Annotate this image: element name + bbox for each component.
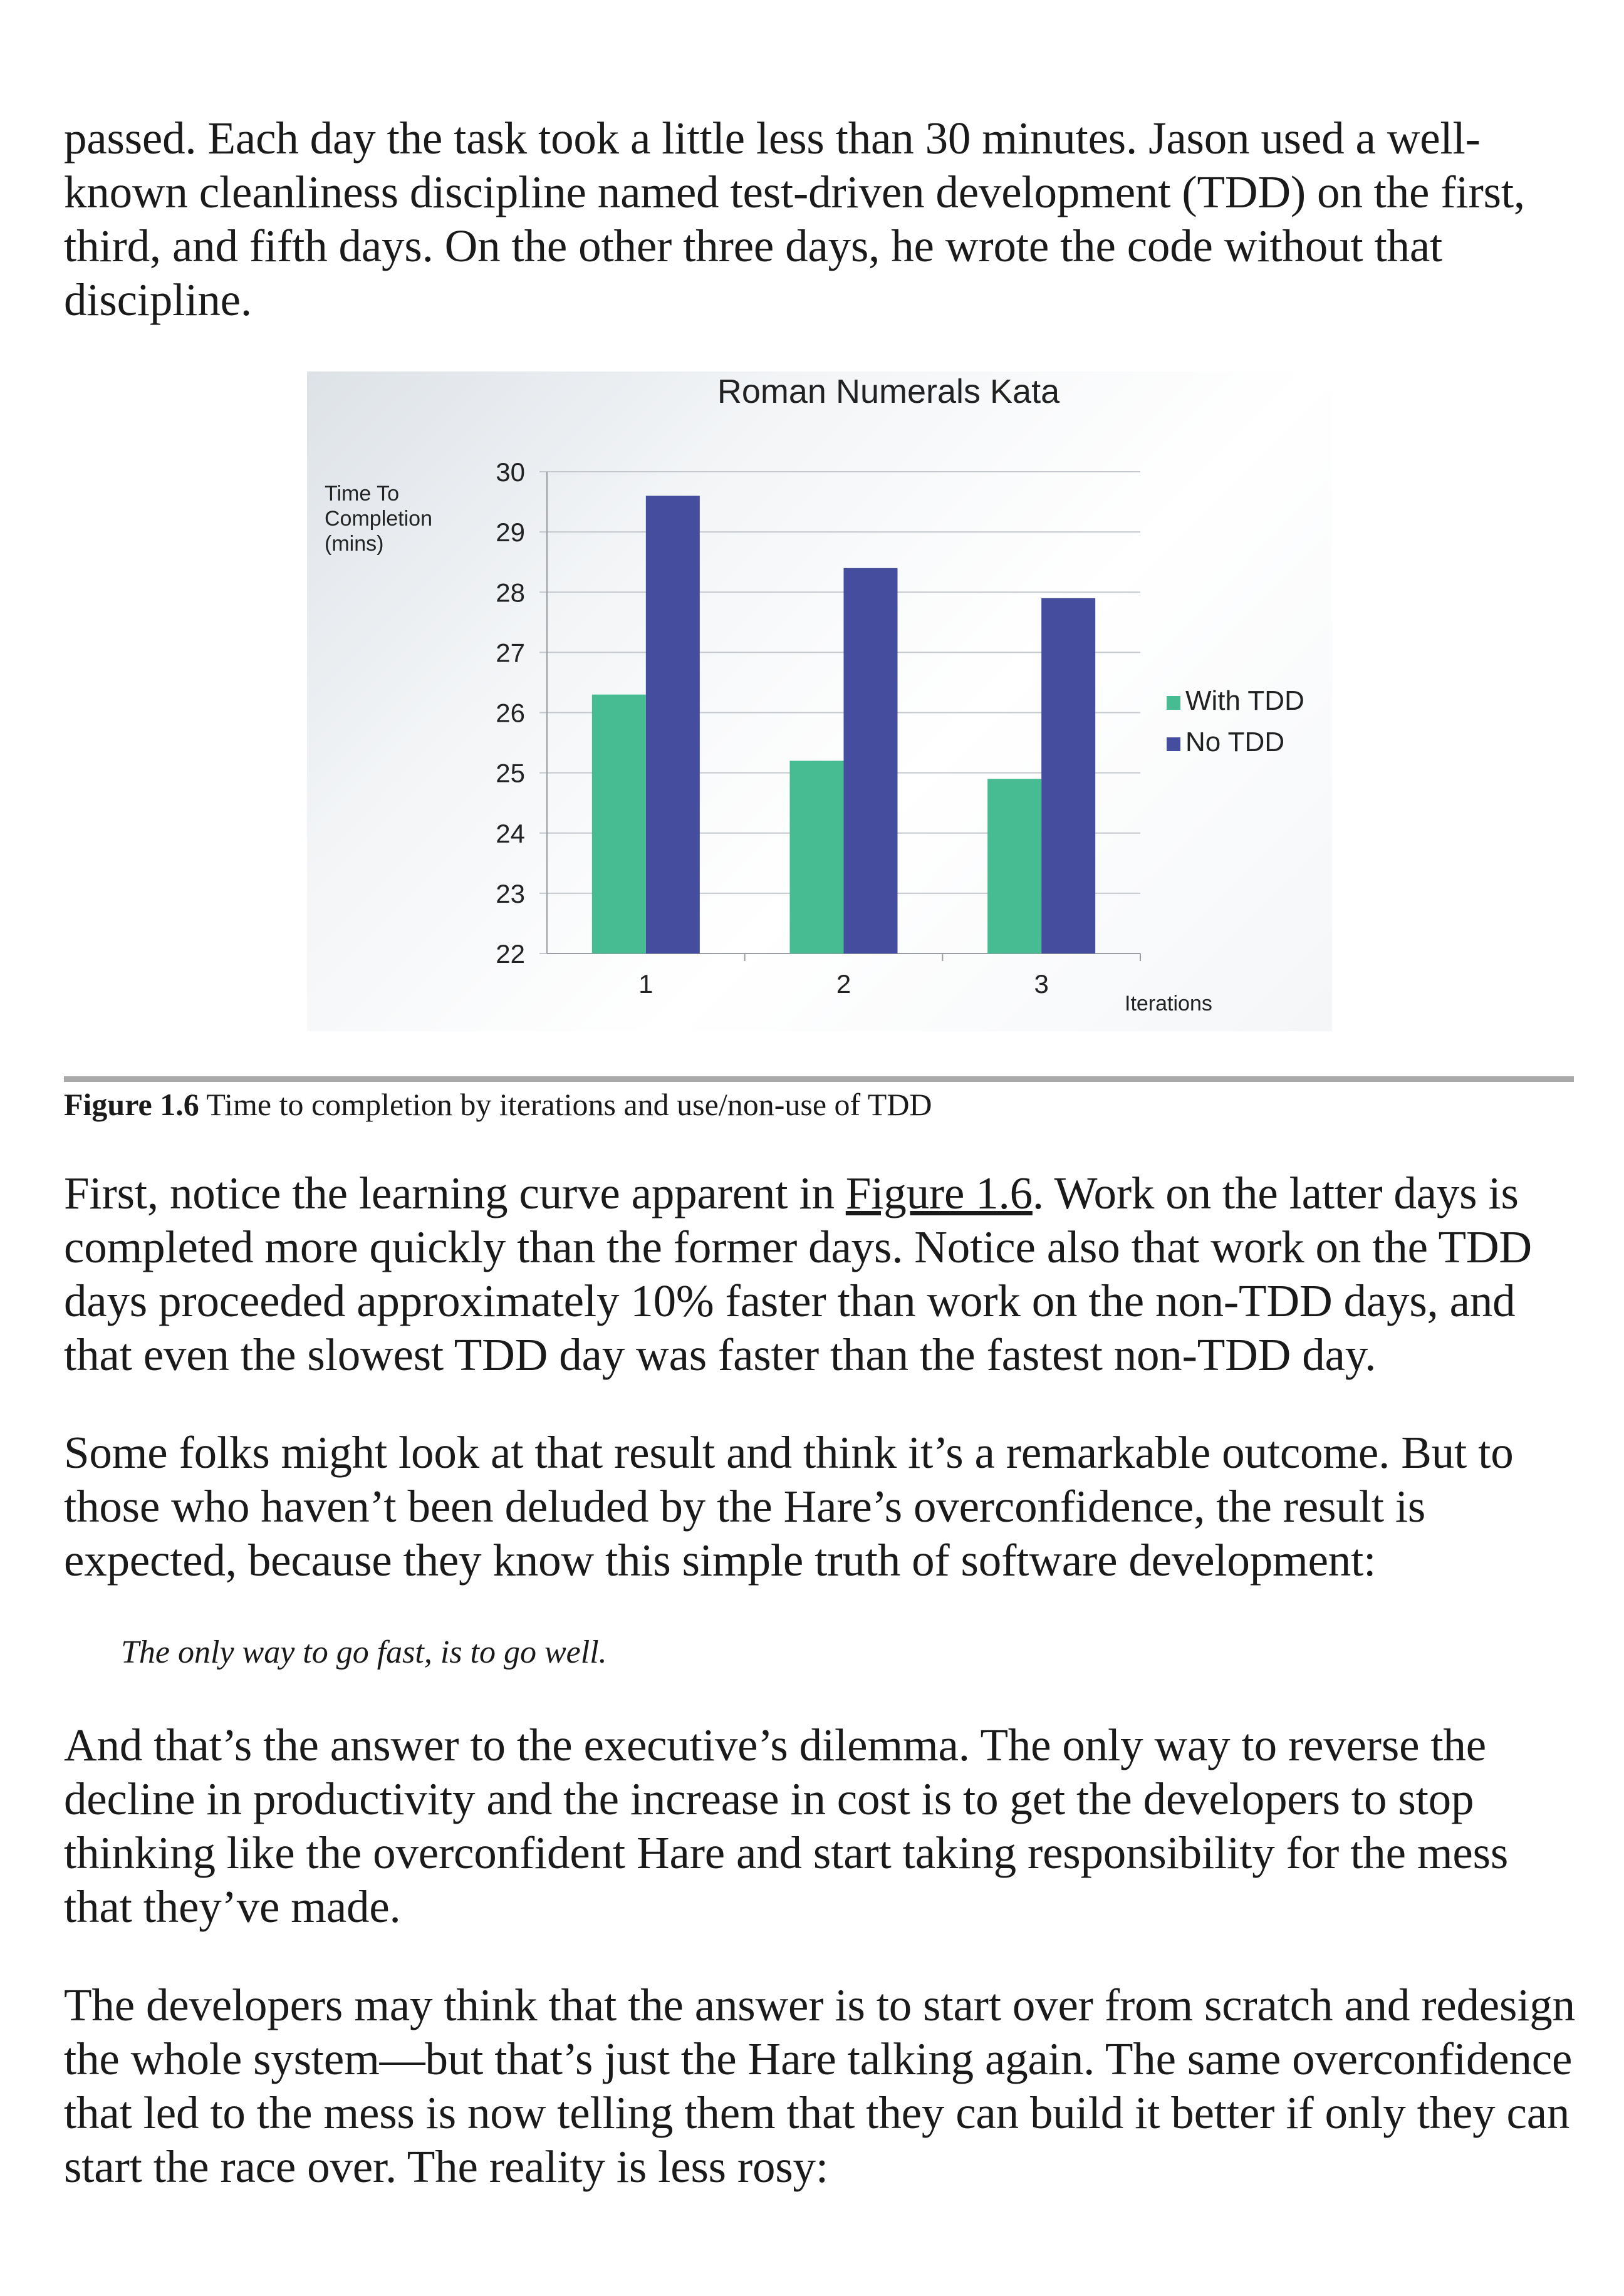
- bar-chart: [307, 371, 1332, 1031]
- paragraph-learning-curve-start: First, notice the learning curve apparent in: [64, 1168, 846, 1218]
- paragraph-learning-curve-end: . Work on the latter days is completed more quickly than the former days. Notice also that work on the TDD days proceeded approximately 10% faster than work on the non-TDD days, and that even the slowest TDD day was faster than the fastest non-TDD day.: [64, 1168, 1532, 1380]
- figure-caption-text: Time to completion by iterations and use/non-use of TDD: [199, 1087, 932, 1122]
- figure-chart: [307, 371, 1332, 1031]
- x-tick-label: 1: [638, 969, 653, 999]
- bar-no-tdd: [844, 568, 898, 953]
- y-tick-label: 30: [496, 457, 525, 487]
- bar-with-tdd: [987, 779, 1041, 953]
- bar-no-tdd: [646, 496, 700, 953]
- legend-label: With TDD: [1185, 685, 1304, 716]
- figure-reference-link[interactable]: Figure 1.6: [845, 1168, 1033, 1218]
- bar-with-tdd: [790, 761, 844, 953]
- y-tick-label: 22: [496, 939, 525, 969]
- x-tick-label: 3: [1034, 969, 1049, 999]
- paragraph-executive-dilemma: And that’s the answer to the executive’s dilemma. The only way to reverse the decline in productivity and the increase in cost is to get the developers to stop thinking like the overconfident Hare and start taking responsibility for the mess that they’ve made.: [64, 1720, 1509, 1932]
- caption-divider: [64, 1076, 1574, 1082]
- paragraph-intro: passed. Each day the task took a little less than 30 minutes. Jason used a well-known cleanliness discipline named test-driven development (TDD) on the first, third, and fifth days. On the other three days, he wrote the code without that discipline.: [64, 113, 1525, 325]
- pull-quote: The only way to go fast, is to go well.: [121, 1634, 607, 1670]
- y-axis-label-line: Time To: [325, 482, 400, 506]
- legend-label: No TDD: [1185, 727, 1285, 757]
- y-tick-label: 24: [496, 818, 525, 848]
- y-axis-label-line: (mins): [325, 532, 384, 556]
- chart-title: Roman Numerals Kata: [717, 373, 1060, 410]
- figure-caption-label: Figure 1.6: [64, 1087, 199, 1122]
- y-tick-label: 27: [496, 638, 525, 668]
- y-tick-label: 28: [496, 578, 525, 608]
- bar-with-tdd: [592, 695, 646, 953]
- y-tick-label: 23: [496, 878, 525, 908]
- legend-swatch: [1167, 737, 1180, 751]
- y-axis-label-line: Completion: [325, 507, 432, 531]
- paragraph-learning-curve: [64, 1166, 1580, 1382]
- paragraph-remarkable-outcome: Some folks might look at that result and think it’s a remarkable outcome. But to those who haven’t been deluded by the Hare’s overconfidence, the result is expected, because they know this simple truth of software development:: [64, 1427, 1514, 1586]
- figure-caption: [64, 1085, 932, 1124]
- y-tick-label: 25: [496, 758, 525, 788]
- x-axis-label: Iterations: [1125, 992, 1212, 1016]
- y-tick-label: 26: [496, 698, 525, 728]
- y-tick-label: 29: [496, 517, 525, 548]
- bar-no-tdd: [1041, 598, 1095, 953]
- x-tick-label: 2: [836, 969, 851, 999]
- paragraph-start-over: The developers may think that the answer is to start over from scratch and redesign the whole system—but that’s just the Hare talking again. The same overconfidence that led to the mess is now telling them that they can build it better if only they can start the race over. The reality is less rosy:: [64, 1980, 1575, 2192]
- legend-swatch: [1167, 696, 1180, 710]
